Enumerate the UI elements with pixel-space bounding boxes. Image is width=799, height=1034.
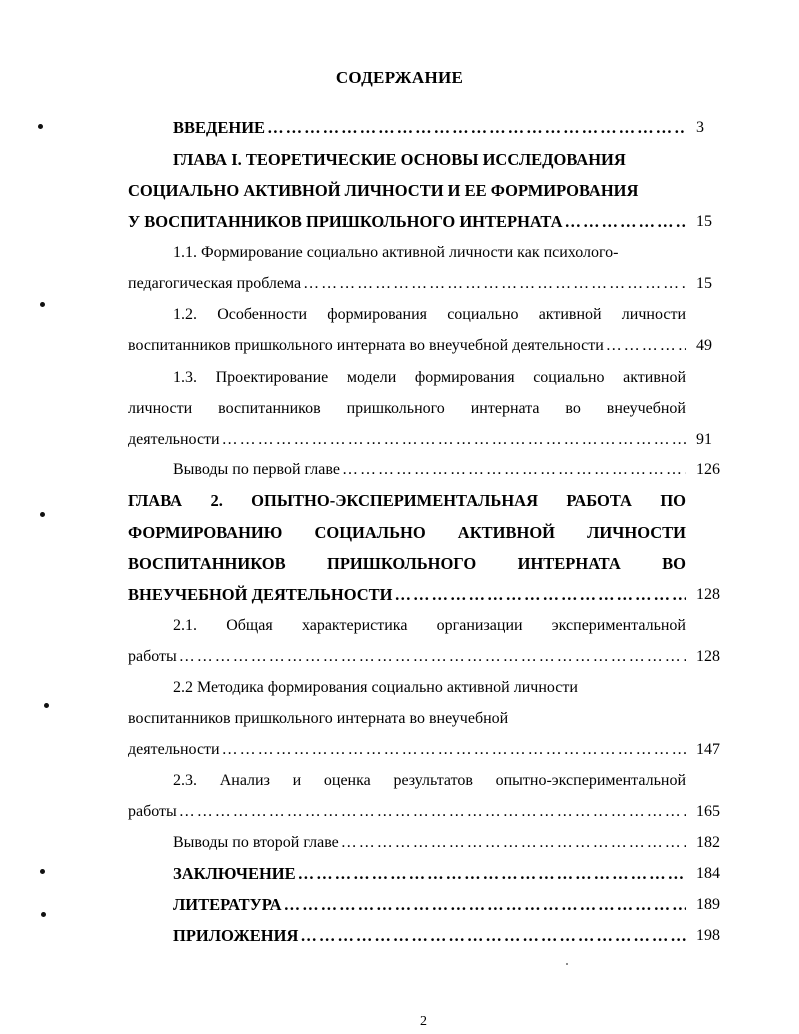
leader-dots [339,830,686,856]
scan-speck [566,963,568,965]
toc-entry-label: воспитанников пришкольного интерната во внеучебной деятельности [128,337,604,354]
leader-dots [177,799,686,825]
toc-entry-literature[interactable] [173,892,686,918]
toc-section-2-2-line1[interactable]: 2.2 Методика формирования социально активной личности [173,679,578,696]
toc-chapter-2-line3[interactable]: ВОСПИТАННИКОВ ПРИШКОЛЬНОГО ИНТЕРНАТА ВО [128,554,686,573]
leader-dots [340,457,686,483]
leader-dots [220,737,686,763]
binder-hole-mark [44,703,49,708]
toc-page-number: 128 [696,648,720,665]
toc-page-number: 126 [696,461,720,478]
leader-dots [282,892,686,918]
binder-hole-mark [40,869,45,874]
toc-entry-label: ЗАКЛЮЧЕНИЕ [173,864,296,883]
toc-chapter-2-line2[interactable]: ФОРМИРОВАНИЮ СОЦИАЛЬНО АКТИВНОЙ ЛИЧНОСТИ [128,523,686,542]
toc-chapter-2-line4[interactable] [128,582,686,608]
toc-section-2-3-line2[interactable] [128,799,686,825]
toc-section-2-1-line1[interactable]: 2.1. Общая характеристика организации экспериментальной [173,617,686,634]
toc-section-1-3-line2[interactable]: личности воспитанников пришкольного интерната во внеучебной [128,400,686,417]
binder-hole-mark [40,512,45,517]
toc-section-2-2-line3[interactable] [128,737,686,763]
toc-entry-label: Выводы по первой главе [173,461,340,478]
toc-section-1-2-line2[interactable] [128,333,686,359]
leader-dots [265,115,686,141]
toc-section-1-1-line2[interactable] [128,271,686,297]
toc-page-number: 165 [696,803,720,820]
toc-page-number: 184 [696,865,720,882]
binder-hole-mark [41,912,46,917]
leader-dots [301,271,686,297]
toc-entry-introduction[interactable] [173,115,686,141]
leader-dots [393,582,687,608]
page-title: СОДЕРЖАНИЕ [335,68,464,87]
toc-page-number: 189 [696,896,720,913]
toc-conclusions-chapter-1[interactable] [173,457,686,483]
leader-dots [563,209,687,235]
toc-page-number: 182 [696,834,720,851]
toc-conclusions-chapter-2[interactable] [173,830,686,856]
toc-entry-conclusion[interactable] [173,861,686,887]
binder-hole-mark [40,302,45,307]
toc-entry-label: ПРИЛОЖЕНИЯ [173,926,299,945]
toc-page-number: 3 [696,119,704,136]
toc-chapter-1-line3[interactable] [128,209,686,235]
toc-entry-appendices[interactable] [173,923,686,949]
binder-hole-mark [38,124,43,129]
toc-entry-label: деятельности [128,431,220,448]
page-number: 2 [420,1014,427,1029]
leader-dots [298,923,686,949]
toc-section-2-1-line2[interactable] [128,644,686,670]
toc-page-number: 49 [696,337,712,354]
toc-section-1-3-line1[interactable]: 1.3. Проектирование модели формирования социально активной [173,369,686,386]
toc-entry-label: педагогическая проблема [128,275,302,292]
leader-dots [296,861,686,887]
toc-page-number: 91 [696,431,712,448]
toc-section-1-2-line1[interactable]: 1.2. Особенности формирования социально активной личности [173,306,686,323]
leader-dots [220,427,686,453]
toc-section-2-3-line1[interactable]: 2.3. Анализ и оценка результатов опытно-экспериментальной [173,772,686,789]
toc-entry-label: Выводы по второй главе [173,834,339,851]
toc-page-number: 128 [696,586,720,603]
toc-entry-label: ВВЕДЕНИЕ [173,118,266,137]
toc-page-number: 15 [696,213,712,230]
leader-dots [177,644,686,670]
toc-entry-label: ВНЕУЧЕБНОЙ ДЕЯТЕЛЬНОСТИ [128,585,393,604]
toc-page-number: 15 [696,275,712,292]
toc-entry-label: деятельности [128,741,220,758]
toc-chapter-1-line2[interactable]: СОЦИАЛЬНО АКТИВНОЙ ЛИЧНОСТИ И ЕЕ ФОРМИРОВАНИЯ [128,181,639,200]
toc-page-number: 147 [696,741,720,758]
toc-section-1-3-line3[interactable] [128,427,686,453]
toc-section-1-1-line1[interactable]: 1.1. Формирование социально активной личности как психолого- [173,244,619,261]
toc-page-number: 198 [696,927,720,944]
toc-chapter-2-line1[interactable]: ГЛАВА 2. ОПЫТНО-ЭКСПЕРИМЕНТАЛЬНАЯ РАБОТА ПО [128,491,686,510]
toc-entry-label: работы [128,803,177,820]
leader-dots [604,333,686,359]
toc-entry-label: У ВОСПИТАННИКОВ ПРИШКОЛЬНОГО ИНТЕРНАТА [128,212,563,231]
toc-section-2-2-line2[interactable]: воспитанников пришкольного интерната во внеучебной [128,710,509,727]
toc-entry-label: ЛИТЕРАТУРА [173,895,282,914]
toc-entry-label: работы [128,648,177,665]
toc-chapter-1-line1[interactable]: ГЛАВА I. ТЕОРЕТИЧЕСКИЕ ОСНОВЫ ИССЛЕДОВАНИЯ [173,150,626,169]
